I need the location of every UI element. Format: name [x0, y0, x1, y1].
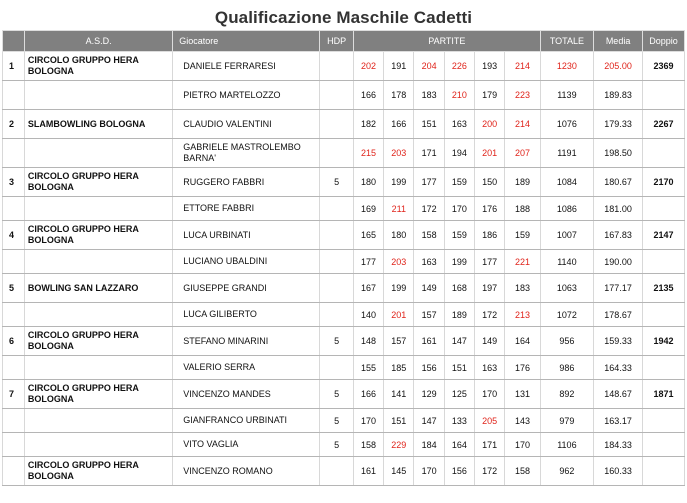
double-cell: 2170 — [643, 168, 685, 197]
game-score-cell: 159 — [505, 221, 541, 250]
club-cell: CIRCOLO GRUPPO HERA BOLOGNA — [24, 221, 172, 250]
rank-cell — [3, 356, 25, 380]
player-cell: GIUSEPPE GRANDI — [173, 274, 320, 303]
game-score-cell: 215 — [353, 139, 383, 168]
rank-cell: 1 — [3, 52, 25, 81]
double-cell — [643, 409, 685, 433]
game-score-cell: 210 — [444, 81, 474, 110]
average-cell: 160.33 — [594, 457, 643, 486]
hdp-cell: 5 — [320, 433, 353, 457]
club-cell: CIRCOLO GRUPPO HERA BOLOGNA — [24, 327, 172, 356]
rank-cell: 5 — [3, 274, 25, 303]
club-cell: SLAMBOWLING BOLOGNA — [24, 110, 172, 139]
double-cell: 1871 — [643, 380, 685, 409]
double-cell: 1942 — [643, 327, 685, 356]
game-score-cell: 157 — [414, 303, 444, 327]
double-cell — [643, 356, 685, 380]
rank-cell — [3, 303, 25, 327]
game-score-cell: 155 — [353, 356, 383, 380]
game-score-cell: 178 — [384, 81, 414, 110]
results-table — [2, 30, 685, 486]
total-cell: 1140 — [540, 250, 593, 274]
game-score-cell: 185 — [384, 356, 414, 380]
total-cell: 979 — [540, 409, 593, 433]
player-cell: LUCIANO UBALDINI — [173, 250, 320, 274]
game-score-cell: 200 — [475, 110, 505, 139]
header-average: Media — [594, 31, 643, 52]
header-games: PARTITE — [353, 31, 540, 52]
player-cell: VALERIO SERRA — [173, 356, 320, 380]
game-score-cell: 179 — [475, 81, 505, 110]
hdp-cell — [320, 457, 353, 486]
club-cell — [24, 303, 172, 327]
rank-cell — [3, 197, 25, 221]
club-cell — [24, 139, 172, 168]
game-score-cell: 168 — [444, 274, 474, 303]
game-score-cell: 170 — [444, 197, 474, 221]
hdp-cell — [320, 356, 353, 380]
game-score-cell: 199 — [384, 168, 414, 197]
game-score-cell: 221 — [505, 250, 541, 274]
game-score-cell: 161 — [353, 457, 383, 486]
hdp-cell — [320, 303, 353, 327]
player-cell: PIETRO MARTELOZZO — [173, 81, 320, 110]
total-cell: 1084 — [540, 168, 593, 197]
double-cell: 2147 — [643, 221, 685, 250]
game-score-cell: 177 — [475, 250, 505, 274]
game-score-cell: 165 — [353, 221, 383, 250]
game-score-cell: 205 — [475, 409, 505, 433]
game-score-cell: 148 — [353, 327, 383, 356]
game-score-cell: 158 — [414, 221, 444, 250]
game-score-cell: 182 — [353, 110, 383, 139]
table-row — [3, 197, 685, 221]
game-score-cell: 211 — [384, 197, 414, 221]
game-score-cell: 176 — [475, 197, 505, 221]
average-cell: 177.17 — [594, 274, 643, 303]
club-cell — [24, 356, 172, 380]
game-score-cell: 189 — [505, 168, 541, 197]
player-cell: STEFANO MINARINI — [173, 327, 320, 356]
rank-cell — [3, 250, 25, 274]
game-score-cell: 202 — [353, 52, 383, 81]
game-score-cell: 163 — [475, 356, 505, 380]
game-score-cell: 158 — [505, 457, 541, 486]
total-cell: 1139 — [540, 81, 593, 110]
game-score-cell: 151 — [384, 409, 414, 433]
game-score-cell: 194 — [444, 139, 474, 168]
average-cell: 167.83 — [594, 221, 643, 250]
rank-cell: 7 — [3, 380, 25, 409]
hdp-cell — [320, 274, 353, 303]
table-row — [3, 110, 685, 139]
double-cell: 2267 — [643, 110, 685, 139]
game-score-cell: 163 — [414, 250, 444, 274]
game-score-cell: 183 — [505, 274, 541, 303]
average-cell: 148.67 — [594, 380, 643, 409]
game-score-cell: 203 — [384, 250, 414, 274]
game-score-cell: 207 — [505, 139, 541, 168]
club-cell — [24, 81, 172, 110]
game-score-cell: 199 — [384, 274, 414, 303]
rank-cell: 3 — [3, 168, 25, 197]
hdp-cell: 5 — [320, 409, 353, 433]
game-score-cell: 214 — [505, 52, 541, 81]
player-cell: RUGGERO FABBRI — [173, 168, 320, 197]
game-score-cell: 171 — [475, 433, 505, 457]
game-score-cell: 170 — [505, 433, 541, 457]
club-cell: CIRCOLO GRUPPO HERA BOLOGNA — [24, 457, 172, 486]
game-score-cell: 129 — [414, 380, 444, 409]
game-score-cell: 172 — [475, 457, 505, 486]
game-score-cell: 203 — [384, 139, 414, 168]
table-row — [3, 274, 685, 303]
game-score-cell: 172 — [475, 303, 505, 327]
total-cell: 1106 — [540, 433, 593, 457]
total-cell: 962 — [540, 457, 593, 486]
double-cell — [643, 139, 685, 168]
table-body — [3, 52, 685, 486]
hdp-cell — [320, 52, 353, 81]
club-cell: CIRCOLO GRUPPO HERA BOLOGNA — [24, 168, 172, 197]
game-score-cell: 141 — [384, 380, 414, 409]
table-row — [3, 303, 685, 327]
game-score-cell: 177 — [353, 250, 383, 274]
rank-cell — [3, 81, 25, 110]
average-cell: 164.33 — [594, 356, 643, 380]
game-score-cell: 151 — [414, 110, 444, 139]
player-cell: VITO VAGLIA — [173, 433, 320, 457]
player-cell: LUCA GILIBERTO — [173, 303, 320, 327]
game-score-cell: 159 — [444, 221, 474, 250]
club-cell — [24, 250, 172, 274]
player-cell: VINCENZO MANDES — [173, 380, 320, 409]
game-score-cell: 167 — [353, 274, 383, 303]
average-cell: 198.50 — [594, 139, 643, 168]
game-score-cell: 145 — [384, 457, 414, 486]
game-score-cell: 147 — [414, 409, 444, 433]
double-cell: 2135 — [643, 274, 685, 303]
game-score-cell: 149 — [475, 327, 505, 356]
club-cell — [24, 409, 172, 433]
game-score-cell: 161 — [414, 327, 444, 356]
total-cell: 986 — [540, 356, 593, 380]
game-score-cell: 170 — [353, 409, 383, 433]
game-score-cell: 180 — [353, 168, 383, 197]
table-row — [3, 327, 685, 356]
game-score-cell: 226 — [444, 52, 474, 81]
table-row — [3, 457, 685, 486]
game-score-cell: 149 — [414, 274, 444, 303]
average-cell: 205.00 — [594, 52, 643, 81]
game-score-cell: 158 — [353, 433, 383, 457]
hdp-cell: 5 — [320, 380, 353, 409]
game-score-cell: 169 — [353, 197, 383, 221]
game-score-cell: 151 — [444, 356, 474, 380]
game-score-cell: 229 — [384, 433, 414, 457]
game-score-cell: 201 — [475, 139, 505, 168]
table-row — [3, 250, 685, 274]
game-score-cell: 150 — [475, 168, 505, 197]
game-score-cell: 180 — [384, 221, 414, 250]
table-row — [3, 221, 685, 250]
game-score-cell: 157 — [384, 327, 414, 356]
game-score-cell: 170 — [475, 380, 505, 409]
game-score-cell: 201 — [384, 303, 414, 327]
game-score-cell: 204 — [414, 52, 444, 81]
header-player: Giocatore — [173, 31, 320, 52]
club-cell: BOWLING SAN LAZZARO — [24, 274, 172, 303]
game-score-cell: 166 — [353, 81, 383, 110]
game-score-cell: 156 — [414, 356, 444, 380]
rank-cell — [3, 457, 25, 486]
game-score-cell: 193 — [475, 52, 505, 81]
header-row — [3, 31, 685, 52]
total-cell: 1230 — [540, 52, 593, 81]
club-cell — [24, 433, 172, 457]
game-score-cell: 184 — [414, 433, 444, 457]
hdp-cell — [320, 250, 353, 274]
hdp-cell: 5 — [320, 168, 353, 197]
game-score-cell: 159 — [444, 168, 474, 197]
table-row — [3, 433, 685, 457]
average-cell: 190.00 — [594, 250, 643, 274]
rank-cell: 4 — [3, 221, 25, 250]
hdp-cell — [320, 139, 353, 168]
game-score-cell: 186 — [475, 221, 505, 250]
game-score-cell: 131 — [505, 380, 541, 409]
hdp-cell — [320, 197, 353, 221]
table-row — [3, 81, 685, 110]
rank-cell — [3, 409, 25, 433]
game-score-cell: 164 — [444, 433, 474, 457]
average-cell: 184.33 — [594, 433, 643, 457]
total-cell: 1063 — [540, 274, 593, 303]
player-cell: VINCENZO ROMANO — [173, 457, 320, 486]
average-cell: 163.17 — [594, 409, 643, 433]
rank-cell: 6 — [3, 327, 25, 356]
game-score-cell: 183 — [414, 81, 444, 110]
average-cell: 179.33 — [594, 110, 643, 139]
table-row — [3, 139, 685, 168]
table-row — [3, 168, 685, 197]
average-cell: 180.67 — [594, 168, 643, 197]
game-score-cell: 171 — [414, 139, 444, 168]
game-score-cell: 166 — [353, 380, 383, 409]
game-score-cell: 147 — [444, 327, 474, 356]
page-title: Qualificazione Maschile Cadetti — [214, 8, 473, 27]
game-score-cell: 172 — [414, 197, 444, 221]
game-score-cell: 163 — [444, 110, 474, 139]
player-cell: DANIELE FERRARESI — [173, 52, 320, 81]
double-cell — [643, 433, 685, 457]
total-cell: 892 — [540, 380, 593, 409]
hdp-cell — [320, 221, 353, 250]
game-score-cell: 188 — [505, 197, 541, 221]
table-row — [3, 380, 685, 409]
club-cell: CIRCOLO GRUPPO HERA BOLOGNA — [24, 380, 172, 409]
game-score-cell: 125 — [444, 380, 474, 409]
game-score-cell: 156 — [444, 457, 474, 486]
table-row — [3, 409, 685, 433]
double-cell — [643, 250, 685, 274]
game-score-cell: 143 — [505, 409, 541, 433]
average-cell: 178.67 — [594, 303, 643, 327]
header-rank — [3, 31, 25, 52]
game-score-cell: 177 — [414, 168, 444, 197]
game-score-cell: 133 — [444, 409, 474, 433]
total-cell: 1072 — [540, 303, 593, 327]
hdp-cell: 5 — [320, 327, 353, 356]
game-score-cell: 164 — [505, 327, 541, 356]
rank-cell — [3, 433, 25, 457]
total-cell: 1076 — [540, 110, 593, 139]
hdp-cell — [320, 110, 353, 139]
average-cell: 181.00 — [594, 197, 643, 221]
game-score-cell: 213 — [505, 303, 541, 327]
rank-cell — [3, 139, 25, 168]
total-cell: 1191 — [540, 139, 593, 168]
player-cell: GABRIELE MASTROLEMBO BARNA' — [173, 139, 320, 168]
header-total: TOTALE — [540, 31, 593, 52]
table-row — [3, 52, 685, 81]
header-double: Doppio — [643, 31, 685, 52]
game-score-cell: 199 — [444, 250, 474, 274]
header-hdp: HDP — [320, 31, 353, 52]
club-cell — [24, 197, 172, 221]
total-cell: 956 — [540, 327, 593, 356]
double-cell — [643, 303, 685, 327]
game-score-cell: 140 — [353, 303, 383, 327]
game-score-cell: 223 — [505, 81, 541, 110]
rank-cell: 2 — [3, 110, 25, 139]
total-cell: 1086 — [540, 197, 593, 221]
average-cell: 159.33 — [594, 327, 643, 356]
hdp-cell — [320, 81, 353, 110]
game-score-cell: 170 — [414, 457, 444, 486]
game-score-cell: 197 — [475, 274, 505, 303]
club-cell: CIRCOLO GRUPPO HERA BOLOGNA — [24, 52, 172, 81]
game-score-cell: 189 — [444, 303, 474, 327]
double-cell — [643, 197, 685, 221]
player-cell: ETTORE FABBRI — [173, 197, 320, 221]
game-score-cell: 166 — [384, 110, 414, 139]
player-cell: CLAUDIO VALENTINI — [173, 110, 320, 139]
player-cell: LUCA URBINATI — [173, 221, 320, 250]
double-cell — [643, 81, 685, 110]
header-club: A.S.D. — [24, 31, 172, 52]
game-score-cell: 191 — [384, 52, 414, 81]
game-score-cell: 176 — [505, 356, 541, 380]
player-cell: GIANFRANCO URBINATI — [173, 409, 320, 433]
total-cell: 1007 — [540, 221, 593, 250]
average-cell: 189.83 — [594, 81, 643, 110]
table-row — [3, 356, 685, 380]
game-score-cell: 214 — [505, 110, 541, 139]
double-cell — [643, 457, 685, 486]
double-cell: 2369 — [643, 52, 685, 81]
